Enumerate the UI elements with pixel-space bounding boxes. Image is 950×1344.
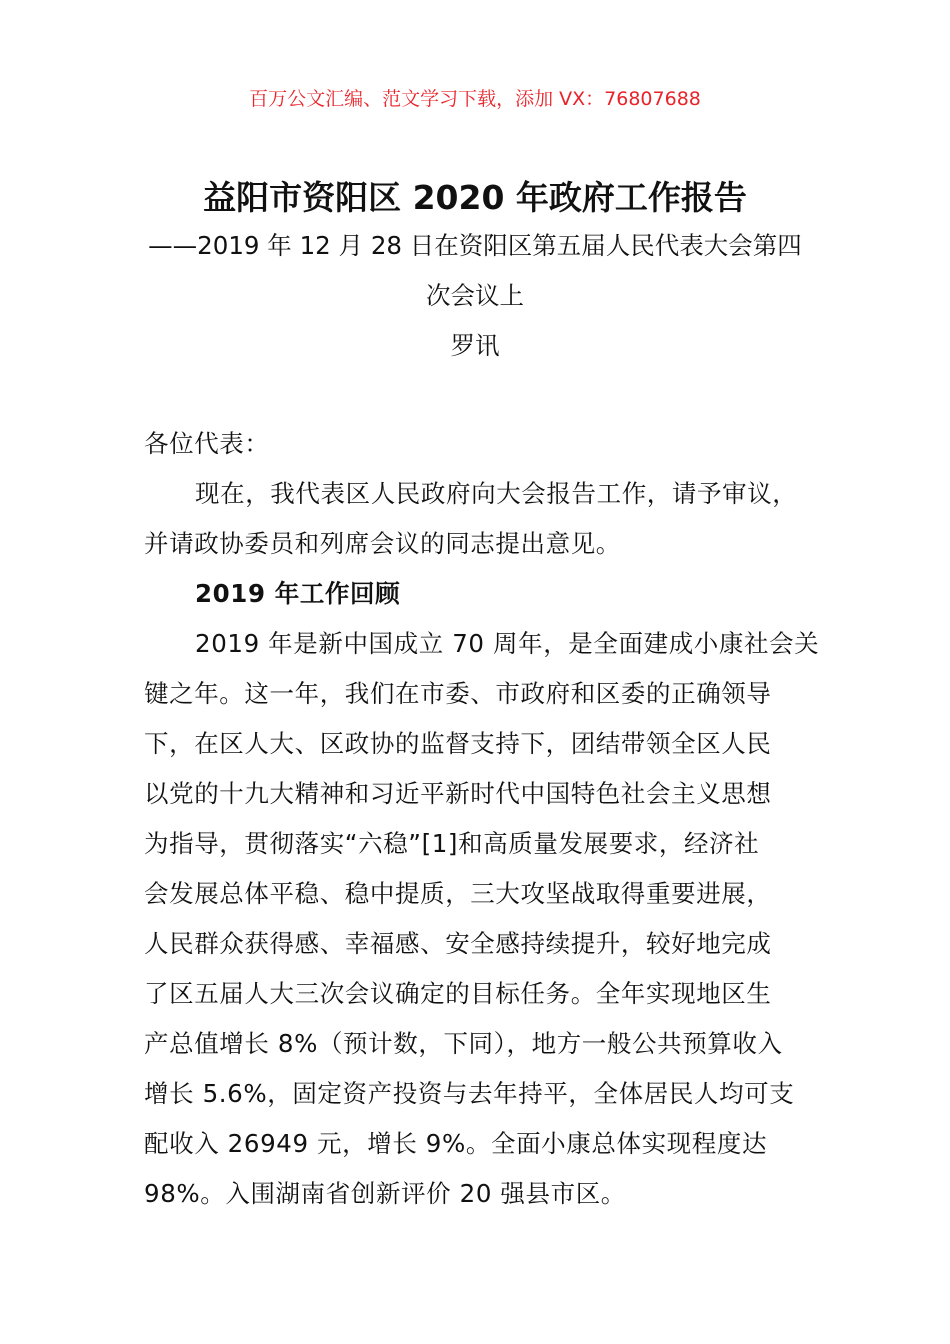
paragraph-line: 下，在区人大、区政协的监督支持下，团结带领全区人民 [144, 729, 772, 758]
intro-line: 并请政协委员和列席会议的同志提出意见。 [144, 529, 621, 558]
document-title: 益阳市资阳区 2020 年政府工作报告 [203, 178, 747, 217]
intro-line: 现在，我代表区人民政府向大会报告工作，请予审议， [195, 479, 798, 508]
paragraph-line: 为指导，贯彻落实“六稳”[1]和高质量发展要求，经济社 [144, 829, 760, 858]
paragraph-line: 键之年。这一年，我们在市委、市政府和区委的正确领导 [144, 679, 772, 708]
paragraph-line: 98%。入围湖南省创新评价 20 强县市区。 [144, 1179, 626, 1208]
watermark-text: 百万公文汇编、范文学习下载，添加 VX：76807688 [249, 88, 701, 110]
paragraph-line: 配收入 26949 元，增长 9%。全面小康总体实现程度达 [144, 1129, 768, 1158]
paragraph-line: 2019 年是新中国成立 70 周年，是全面建成小康社会关 [195, 629, 820, 658]
paragraph-line: 产总值增长 8%（预计数，下同），地方一般公共预算收入 [144, 1029, 783, 1058]
paragraph-line: 以党的十九大精神和习近平新时代中国特色社会主义思想 [144, 779, 772, 808]
section-heading: 2019 年工作回顾 [195, 579, 401, 608]
paragraph-line: 人民群众获得感、幸福感、安全感持续提升，较好地完成 [144, 929, 772, 958]
subtitle-line: 次会议上 [426, 281, 524, 310]
subtitle-line: ——2019 年 12 月 28 日在资阳区第五届人民代表大会第四 [148, 231, 802, 260]
paragraph-line: 了区五届人大三次会议确定的目标任务。全年实现地区生 [144, 979, 772, 1008]
paragraph-line: 会发展总体平稳、稳中提质，三大攻坚战取得重要进展， [144, 879, 772, 908]
salutation: 各位代表： [144, 429, 270, 458]
author: 罗讯 [450, 331, 500, 360]
paragraph-line: 增长 5.6%，固定资产投资与去年持平，全体居民人均可支 [144, 1079, 795, 1108]
